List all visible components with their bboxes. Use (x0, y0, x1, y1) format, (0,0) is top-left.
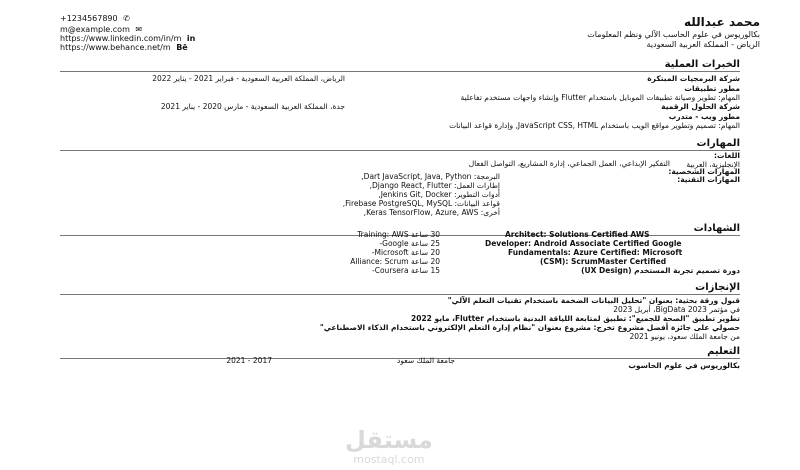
certificate-name: (CSM): ScrumMaster Certified (540, 257, 667, 266)
languages-label: اللغات: (713, 151, 740, 160)
achievement-line: قبول ورقة بحثية: بعنوان "تحليل البيانات الضخمة باستخدام تقنيات التعلم الآلي" (447, 296, 740, 305)
tech-skill-line: إطارات العمل: Django React, Flutter, (369, 181, 500, 190)
skills-heading: المهارات (696, 138, 740, 149)
achievement-line: في مؤتمر BigData 2023، أبريل 2023 (613, 305, 740, 314)
achievements-heading: الإنجازات (695, 282, 740, 293)
job-location-date: الرياض، المملكة العربية السعودية - فبراير 2021 - يناير 2022 (152, 74, 345, 83)
section-divider (60, 294, 740, 295)
tech-skill-line: أخرى: Keras TensorFlow, Azure, AWS, (363, 208, 500, 217)
tech-skill-line: البرمجة: Dart JavaScript, Java, Python, (361, 172, 500, 181)
achievement-line: تطوير تطبيق "الصحة للجميع": تطبيق لمتابعة اللياقة البدنية باستخدام Flutter، مايو 2022 (411, 314, 740, 323)
tech-skills-label: المهارات التقنية: (677, 175, 740, 184)
behance-link[interactable]: https://www.behance.net/m (60, 43, 171, 52)
email-address[interactable]: m@example.com (60, 25, 130, 34)
certificate-detail: 30 ساعة Training: AWS (357, 230, 440, 239)
behance-icon: Bē (176, 43, 188, 52)
mostaql-watermark (345, 428, 433, 465)
job-role: مطور تطبيقات (684, 84, 740, 93)
phone-number: +1234567890 (60, 14, 118, 23)
education-university: جامعة الملك سعود (397, 356, 455, 365)
contact-linkedin[interactable] (60, 35, 195, 43)
contact-email[interactable] (60, 26, 142, 34)
certificate-name: دورة تصميم تجربة المستخدم (UX Design) (581, 266, 740, 275)
section-divider (60, 71, 740, 72)
job-tasks: المهام: تصميم وتطوير مواقع الويب باستخدام JavaScript CSS, HTML, وإدارة قواعد البيانات (449, 121, 740, 130)
certificate-detail: 20 ساعة Alliance: Scrum (350, 257, 440, 266)
contact-phone (60, 15, 130, 23)
experience-heading: الخبرات العملية (664, 59, 740, 70)
job-tasks: المهام: تطوير وصيانة تطبيقات الموبايل باستخدام Flutter وإنشاء واجهات مستخدم تفاعلية (460, 93, 740, 102)
linkedin-link[interactable]: https://www.linkedin.com/in/m (60, 34, 182, 43)
languages-value: الإنجليزية، العربية (686, 160, 740, 169)
certificate-detail: 15 ساعة Coursera- (372, 266, 440, 275)
candidate-title: بكالوريوس في علوم الحاسب الآلي ونظم المعلومات (587, 30, 760, 39)
education-heading: التعليم (707, 346, 740, 357)
linkedin-icon: in (186, 34, 196, 43)
job-location-date: جدة، المملكة العربية السعودية - مارس 2020 - يناير 2021 (160, 102, 345, 111)
email-icon: ✉ (135, 25, 143, 34)
education-degree: بكالوريوس في علوم الحاسوب (628, 361, 740, 370)
job-company: شركة الحلول الرقمية (661, 102, 740, 111)
candidate-location: الرياض - المملكة العربية السعودية (646, 40, 760, 49)
soft-skills-value: التفكير الإبداعي، العمل الجماعي، إدارة المشاريع، التواصل الفعال (468, 159, 670, 168)
candidate-name: محمد عبدالله (683, 15, 760, 29)
contact-behance[interactable] (60, 44, 188, 52)
section-divider (60, 150, 740, 151)
job-role: مطور ويب - متدرب (668, 112, 740, 121)
tech-skill-line: قواعد البيانات: Firebase PostgreSQL, MySQL, (342, 199, 500, 208)
soft-skills-label: المهارات الشخصية: (668, 167, 740, 176)
certificate-detail: 20 ساعة Microsoft- (371, 248, 440, 257)
watermark-arabic: مستقل (345, 426, 433, 454)
certificate-name: Fundamentals: Azure Certified: Microsoft (508, 248, 683, 257)
achievement-line: من جامعة الملك سعود، يونيو 2021 (629, 332, 740, 341)
certificate-name: Developer: Android Associate Certified Google (485, 239, 682, 248)
phone-icon: ✆ (123, 14, 130, 23)
watermark-latin: mostaql.com (353, 453, 425, 466)
certificate-detail: 25 ساعة Google- (379, 239, 440, 248)
certificate-name: Architect: Solutions Certified AWS (505, 230, 650, 239)
education-years: 2017 - 2021 (226, 356, 272, 365)
certificates-heading: الشهادات (693, 223, 740, 234)
achievement-line: حصولي على جائزة أفضل مشروع تخرج: مشروع بعنوان "نظام إدارة التعلم الإلكتروني باستخدام الذكاء الاصطناعي" (319, 323, 740, 332)
tech-skill-line: أدوات التطوير: Jenkins Git, Docker, (378, 190, 500, 199)
job-company: شركة البرمجيات المبتكرة (647, 74, 740, 83)
